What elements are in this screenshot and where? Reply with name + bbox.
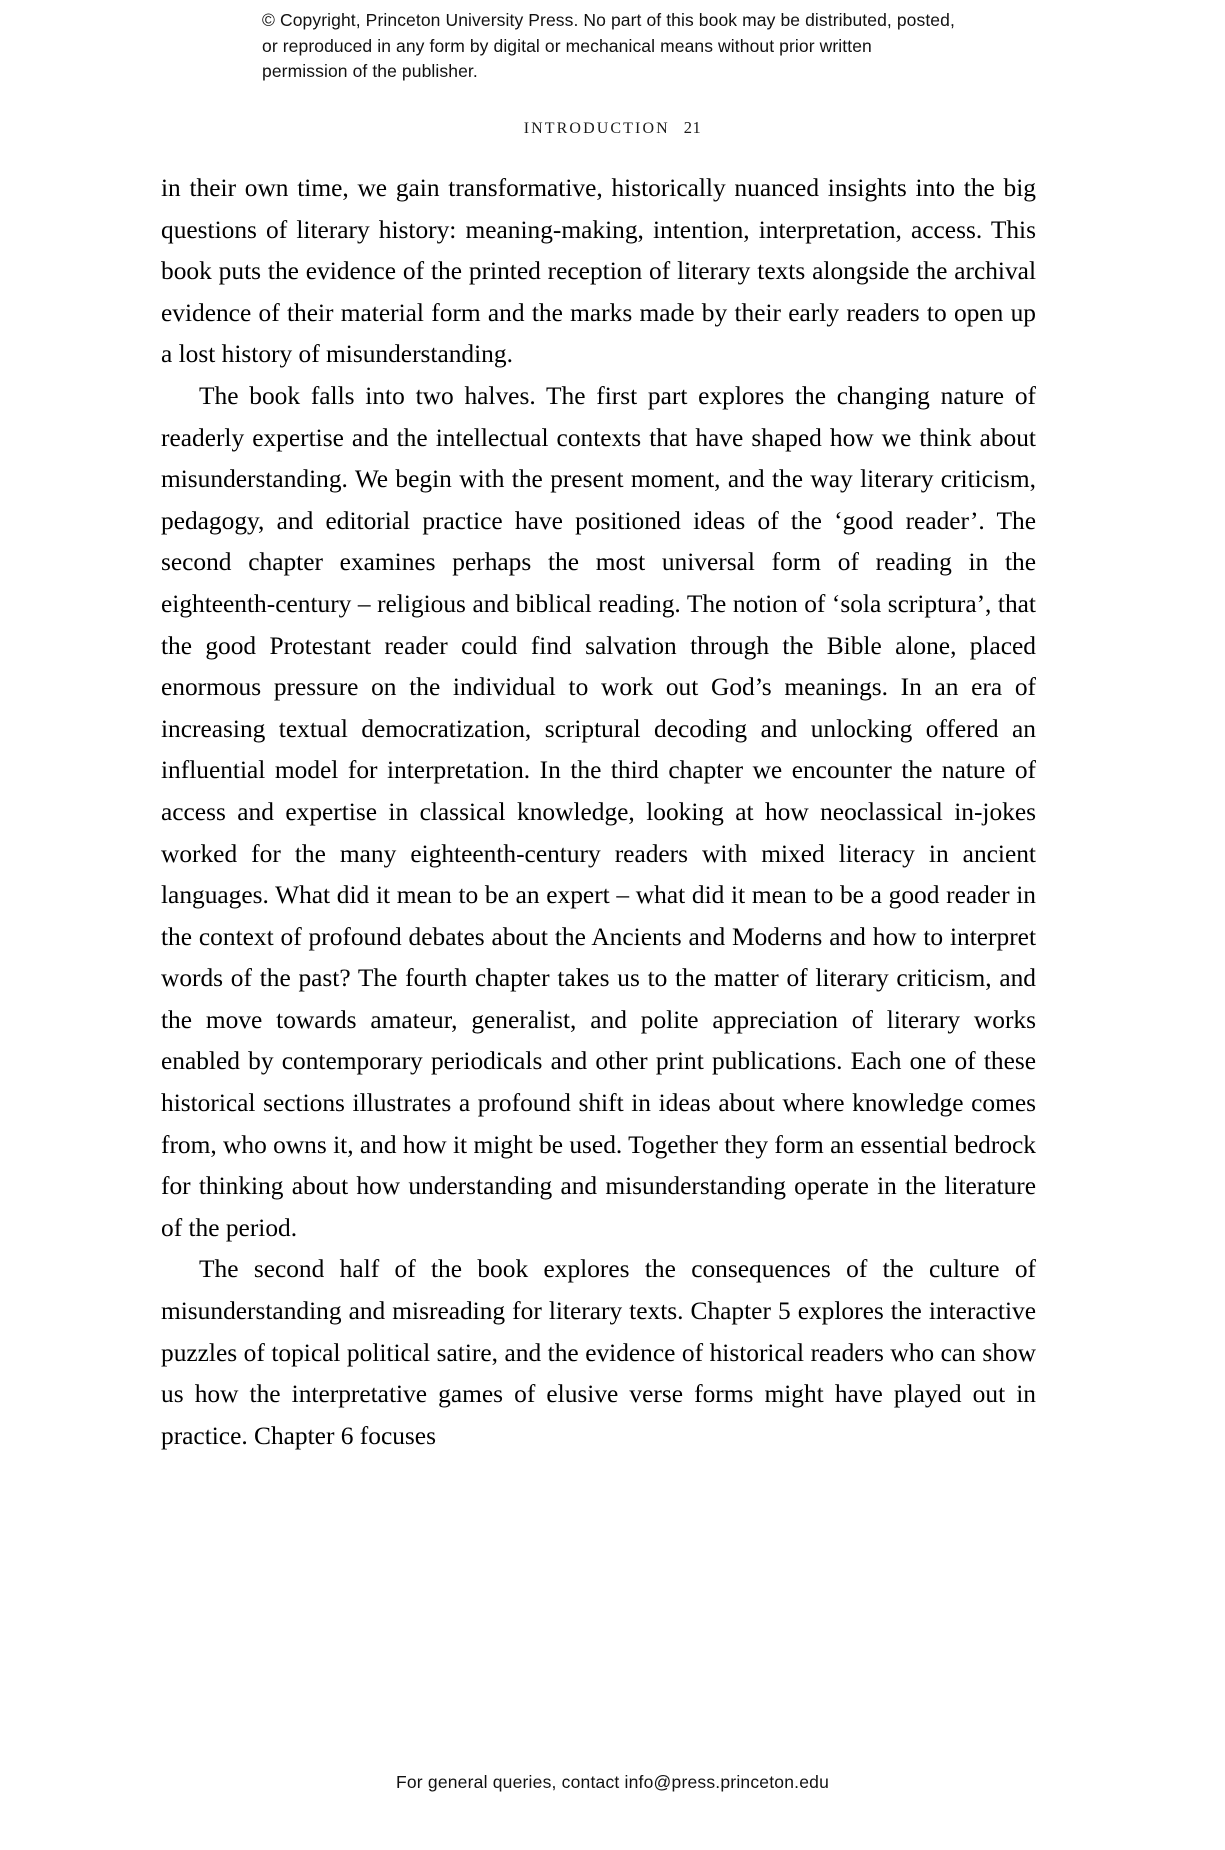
body-text [161,168,1036,1457]
running-head [0,118,1225,138]
page-number: 21 [683,118,702,137]
paragraph: The book falls into two halves. The first part explores the changing nature of readerly expertise and the intellectual contexts that have shaped how we think about misunderstanding. We begin with the present moment, and the way literary criticism, pedagogy, and editorial practice have positioned ideas of the ‘good reader’. The second chapter examines perhaps the most universal form of reading in the eighteenth-century – religious and biblical reading. The notion of ‘sola scriptura’, that the good Protestant reader could find salvation through the Bible alone, placed enormous pressure on the individual to work out God’s meanings. In an era of increasing textual democratization, scriptural decoding and unlocking offered an influential model for interpretation. In the third chapter we encounter the nature of access and expertise in classical knowledge, looking at how neoclassical in-jokes worked for the many eighteenth-century readers with mixed literacy in ancient languages. What did it mean to be an expert – what did it mean to be a good reader in the context of profound debates about the Ancients and Moderns and how to interpret words of the past? The fourth chapter takes us to the matter of literary criticism, and the move towards amateur, generalist, and polite appreciation of literary works enabled by contemporary periodicals and other print publications. Each one of these historical sections illustrates a profound shift in ideas about where knowledge comes from, who owns it, and how it might be used. Together they form an essential bedrock for thinking about how understanding and misunderstanding operate in the literature of the period. [161,381,1036,1242]
paragraph: The second half of the book explores the consequences of the culture of misunderstanding and misreading for literary texts. Chapter 5 explores the interactive puzzles of topical political satire, and the evidence of historical readers who can show us how the interpretative games of elusive verse forms might have played out in practice. Chapter 6 focuses [161,1255,1036,1450]
running-head-title: INTRODUCTION [523,120,670,137]
paragraph-continuation: in their own time, we gain transformative, historically nuanced insights into the big questions of literary history: meaning-making, intention, interpretation, access. This book puts the evidence of the printed reception of literary texts alongside the archival evidence of their material form and the marks made by their early readers to open up a lost history of misunderstanding. [161,174,1036,369]
copyright-notice: © Copyright, Princeton University Press. No part of this book may be distributed, posted, or reproduced in any form by digital or mechanical means without prior written permission of the publisher. [262,10,955,82]
general-queries-note: For general queries, contact info@press.princeton.edu [395,1772,830,1792]
